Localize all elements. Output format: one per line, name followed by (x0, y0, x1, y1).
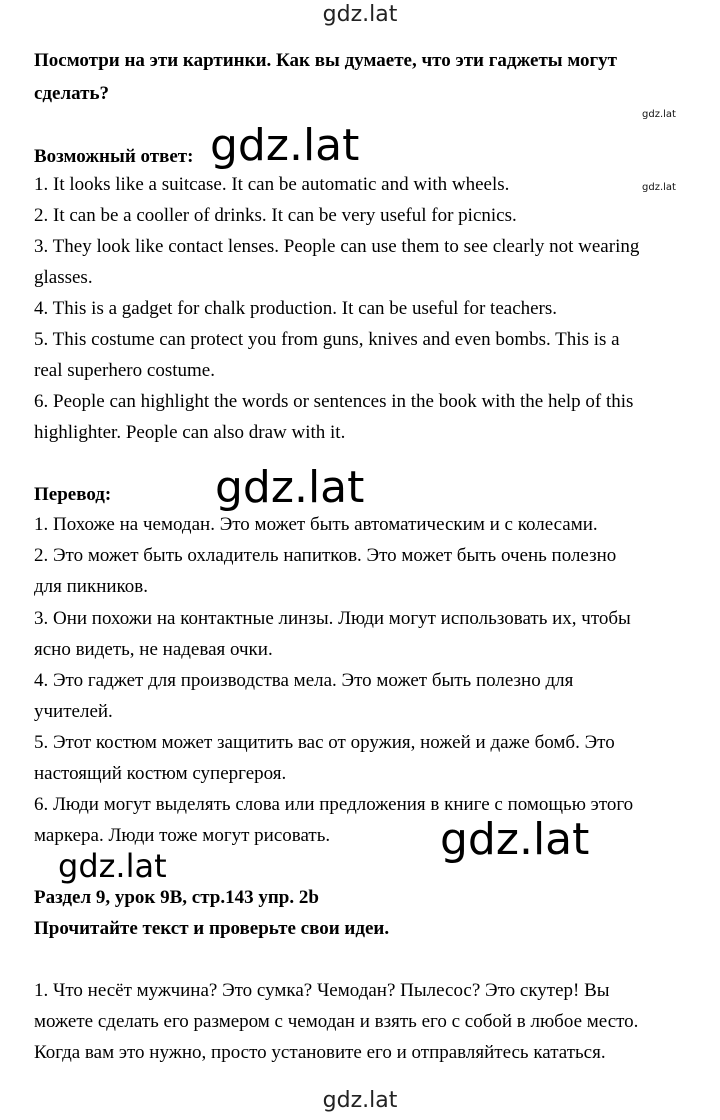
answer-line: glasses. (34, 267, 93, 288)
translation-line: 3. Они похожи на контактные линзы. Люди могут использовать их, чтобы (34, 608, 631, 629)
watermark-small: gdz.lat (642, 182, 676, 193)
watermark-small: gdz.lat (642, 109, 676, 120)
section-title: Раздел 9, урок 9B, стр.143 упр. 2b (34, 887, 319, 908)
translation-line: 1. Похоже на чемодан. Это может быть автоматическим и с колесами. (34, 514, 598, 535)
answer-line: 6. People can highlight the words or sentences in the book with the help of this (34, 391, 634, 412)
translation-heading: Перевод: (34, 484, 112, 505)
translation-line: маркера. Люди тоже могут рисовать. (34, 825, 331, 846)
watermark-bottom: gdz.lat (322, 1088, 398, 1113)
translation-line: 4. Это гаджет для производства мела. Это может быть полезно для (34, 670, 574, 691)
reading-line: 1. Что несёт мужчина? Это сумка? Чемодан? Пылесос? Это скутер! Вы (34, 980, 610, 1001)
translation-line: настоящий костюм супергероя. (34, 763, 287, 784)
translation-line: 6. Люди могут выделять слова или предложения в книге с помощью этого (34, 794, 634, 815)
watermark-large: gdz.lat (210, 120, 360, 171)
answer-line: highlighter. People can also draw with it. (34, 422, 346, 443)
task-line: Посмотри на эти картинки. Как вы думаете, что эти гаджеты могут (34, 50, 618, 71)
watermark-large: gdz.lat (440, 814, 590, 865)
task-line: сделать? (34, 83, 110, 104)
reading-line: Когда вам это нужно, просто установите его и отправляйтесь кататься. (34, 1042, 606, 1063)
translation-line: 5. Этот костюм может защитить вас от оружия, ножей и даже бомб. Это (34, 732, 615, 753)
watermark-large: gdz.lat (215, 462, 365, 513)
translation-line: учителей. (34, 701, 113, 722)
answer-line: 3. They look like contact lenses. People can use them to see clearly not wearing (34, 236, 640, 257)
watermark-top: gdz.lat (322, 2, 398, 27)
answer-heading: Возможный ответ: (34, 146, 194, 167)
section-instruction: Прочитайте текст и проверьте свои идеи. (34, 918, 390, 939)
answer-line: real superhero costume. (34, 360, 215, 381)
answer-line: 1. It looks like a suitcase. It can be automatic and with wheels. (34, 174, 510, 195)
answer-line: 4. This is a gadget for chalk production. It can be useful for teachers. (34, 298, 558, 319)
translation-line: для пикников. (34, 576, 149, 597)
answer-line: 2. It can be a cooller of drinks. It can be very useful for picnics. (34, 205, 517, 226)
reading-line: можете сделать его размером с чемодан и взять его с собой в любое место. (34, 1011, 639, 1032)
answer-line: 5. This costume can protect you from guns, knives and even bombs. This is a (34, 329, 620, 350)
watermark-medium: gdz.lat (58, 847, 167, 885)
translation-line: 2. Это может быть охладитель напитков. Это может быть очень полезно (34, 545, 617, 566)
translation-line: ясно видеть, не надевая очки. (34, 639, 273, 660)
